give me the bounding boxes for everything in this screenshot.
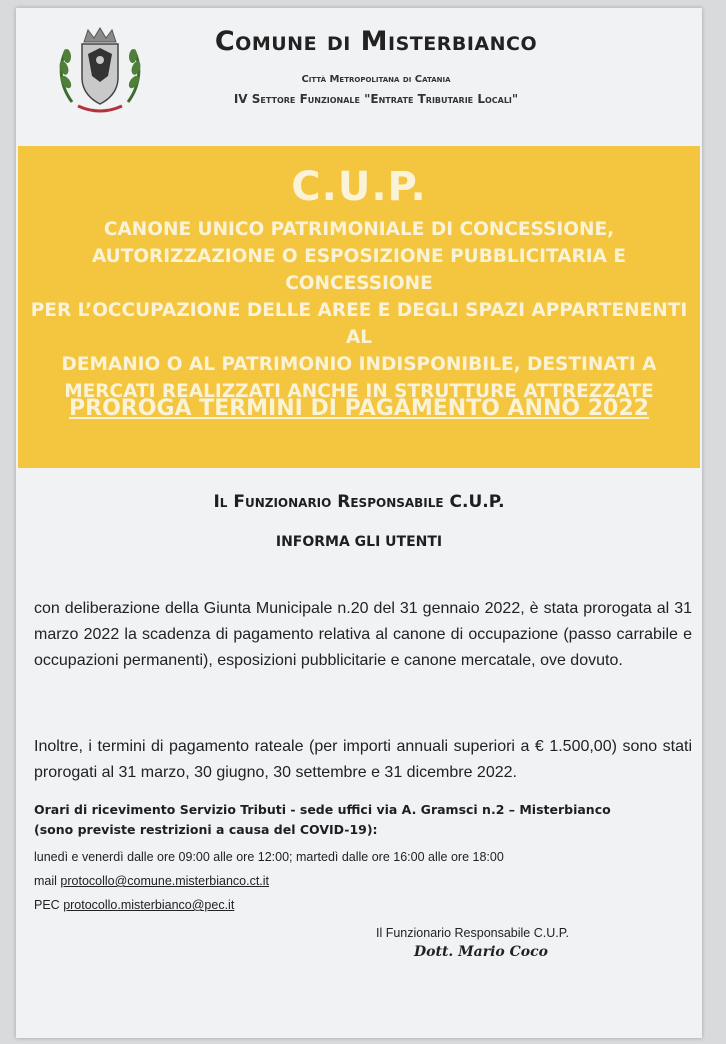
signer-role: Il Funzionario Responsabile C.U.P. xyxy=(376,926,569,940)
office-hours: lunedì e venerdì dalle ore 09:00 alle ore 12:00; martedì dalle ore 16:00 alle ore 18:00 xyxy=(34,850,504,864)
mail-line xyxy=(34,874,674,888)
mail-label: mail xyxy=(34,874,57,888)
signer-name: Dott. Mario Coco xyxy=(414,944,548,960)
banner-description xyxy=(30,216,688,405)
pec-line xyxy=(34,898,674,912)
deliberation-paragraph: con deliberazione della Giunta Municipale n.20 del 31 gennaio 2022, è stata prorogata al 31 marzo 2022 la scadenza di pagamento relativa al canone di occupazione (passo carrabile e occupazioni permanenti), esposizioni pubblicitarie e canone mercatale, ove dovuto. xyxy=(34,600,692,669)
pec-label: PEC xyxy=(34,898,60,912)
office-hours-heading xyxy=(34,800,674,840)
banner-description-line: PER L’OCCUPAZIONE DELLE AREE E DEGLI SPAZI APPARTENENTI AL xyxy=(30,300,688,348)
municipality-title: Comune di Misterbianco xyxy=(214,26,538,57)
banner-description-line: DEMANIO O AL PATRIMONIO INDISPONIBILE, DESTINATI A xyxy=(61,354,657,375)
inform-users-heading: INFORMA GLI UTENTI xyxy=(275,534,443,550)
office-address-line: Orari di ricevimento Servizio Tributi - sede uffici via A. Gramsci n.2 – Misterbianco xyxy=(34,802,611,817)
banner-code: C.U.P. xyxy=(291,164,427,210)
coat-of-arms-icon xyxy=(52,20,148,116)
notice-poster xyxy=(16,8,702,1038)
yellow-banner xyxy=(18,146,700,468)
metropolitan-city-subtitle: Città Metropolitana di Catania xyxy=(301,74,451,85)
department-subtitle: IV Settore Funzionale "Entrate Tributarie Locali" xyxy=(233,92,519,106)
covid-restrictions-line: (sono previste restrizioni a causa del COVID-19): xyxy=(34,822,378,837)
installments-paragraph: Inoltre, i termini di pagamento rateale (per importi annuali superiori a € 1.500,00) sono stati prorogati al 31 marzo, 30 giugno, 30 settembre e 31 dicembre 2022. xyxy=(34,738,692,781)
official-title: Il Funzionario Responsabile C.U.P. xyxy=(213,492,505,512)
pec-address-link[interactable]: protocollo.misterbianco@pec.it xyxy=(63,898,235,912)
mail-address-link[interactable]: protocollo@comune.misterbianco.ct.it xyxy=(60,874,270,888)
banner-description-line: AUTORIZZAZIONE O ESPOSIZIONE PUBBLICITARIA E CONCESSIONE xyxy=(91,246,627,294)
banner-description-line: MERCATI REALIZZATI ANCHE IN STRUTTURE ATTREZZATE xyxy=(64,381,654,402)
payment-extension-heading: PROROGA TERMINI DI PAGAMENTO ANNO 2022 xyxy=(69,396,649,421)
banner-description-line: CANONE UNICO PATRIMONIALE DI CONCESSIONE, xyxy=(103,219,615,240)
